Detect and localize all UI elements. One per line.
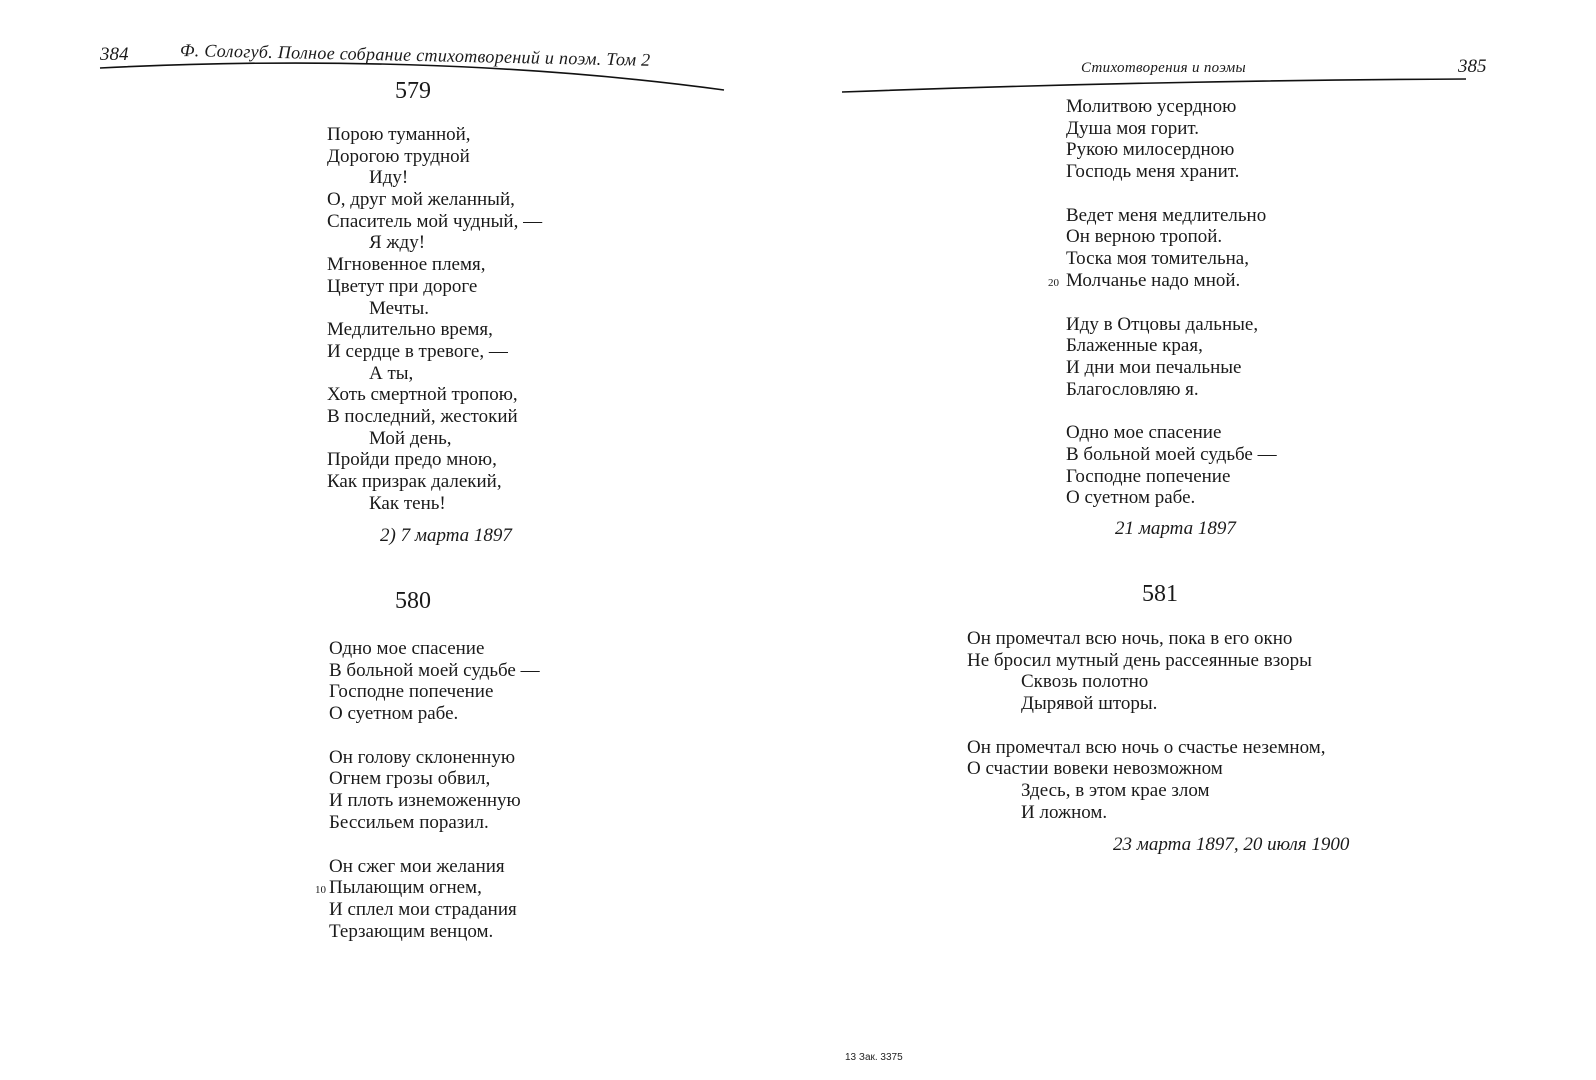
verse-line: И ложном. — [1021, 801, 1108, 823]
verse-line: Как призрак далекий, — [327, 471, 502, 492]
verse-line: Огнем грозы обвил, — [329, 768, 491, 790]
verse-line: Одно мое спасение — [329, 638, 485, 659]
verse-line: Пройди предо мною, — [327, 449, 497, 471]
verse-line: Молитвою усердною — [1066, 96, 1237, 117]
verse-line: Здесь, в этом крае злом — [1021, 780, 1210, 802]
verse-line: Цветут при дороге — [327, 275, 478, 297]
poem-number-579: 579 — [395, 78, 431, 104]
verse-line: Как тень! — [369, 492, 446, 514]
stanza-break — [1066, 292, 1277, 314]
verse-line: В больной моей судьбе — — [329, 659, 540, 681]
verse-line: Мечты. — [369, 297, 429, 319]
poem-579-date: 2) 7 марта 1897 — [380, 525, 512, 546]
verse-line: Порою туманной, — [327, 124, 471, 145]
line-number: 20 — [1048, 276, 1059, 289]
verse-line: Медлительно время, — [327, 319, 493, 341]
verse-line: И дни мои печальные — [1066, 356, 1242, 378]
verse-line: Он промечтал всю ночь о счастье неземном, — [967, 736, 1326, 758]
verse-line: О суетном рабе. — [1066, 487, 1196, 509]
verse-line: Я жду! — [369, 232, 426, 254]
verse-line: В последний, жестокий — [327, 405, 518, 427]
verse-line: Спаситель мой чудный, — — [327, 210, 543, 232]
poem-581-date: 23 марта 1897, 20 июля 1900 — [1113, 834, 1350, 855]
verse-line: Дырявой шторы. — [1021, 693, 1158, 715]
verse-line — [1048, 269, 1277, 292]
verse-line: Бессильем поразил. — [329, 811, 489, 833]
verse-line-text: Молчанье надо мной. — [1066, 269, 1241, 291]
line-number: 10 — [315, 884, 326, 897]
verse-line: Благословляю я. — [1066, 378, 1199, 400]
printer-signature: 13 Зак. 3375 — [845, 1052, 903, 1063]
stanza-break — [1066, 400, 1277, 422]
poem-581-text — [967, 628, 1326, 824]
stanza-break — [329, 834, 540, 856]
verse-line: Не бросил мутный день рассеянные взоры — [967, 649, 1312, 671]
verse-line: В больной моей судьбе — — [1066, 443, 1277, 465]
stanza-break — [967, 715, 1326, 737]
poem-580-text — [315, 638, 540, 942]
poem-number-580: 580 — [395, 588, 431, 614]
verse-line: Иду в Отцовы дальные, — [1066, 313, 1259, 335]
verse-line: Мой день, — [369, 427, 452, 449]
verse-line: Блаженные края, — [1066, 335, 1203, 357]
verse-line: Господне попечение — [329, 681, 494, 703]
verse-line: Мгновенное племя, — [327, 254, 486, 276]
verse-line-text: Пылающим огнем, — [329, 877, 482, 899]
right-running-title: Стихотворения и поэмы — [1081, 60, 1246, 76]
verse-line — [315, 877, 540, 899]
verse-line: Тоска моя томительна, — [1066, 248, 1249, 270]
verse-line: Господне попечение — [1066, 465, 1231, 487]
verse-line: О суетном рабе. — [329, 703, 459, 725]
verse-line: Душа моя горит. — [1066, 117, 1200, 139]
left-page-number: 384 — [100, 44, 129, 65]
verse-line: И сплел мои страдания — [329, 898, 517, 920]
verse-line: Дорогою трудной — [327, 145, 470, 167]
verse-line: Сквозь полотно — [1021, 671, 1149, 693]
verse-line: Рукою милосердною — [1066, 139, 1235, 161]
verse-line: Он верною тропой. — [1066, 226, 1223, 248]
poem-579-text — [327, 124, 542, 514]
verse-line: О счастии вовеки невозможном — [967, 758, 1223, 780]
verse-line: Он голову склоненную — [329, 746, 516, 768]
right-page-number: 385 — [1458, 56, 1487, 77]
stanza-break — [329, 725, 540, 747]
verse-line: И плоть изнеможенную — [329, 790, 521, 812]
verse-line: А ты, — [369, 362, 414, 384]
verse-line: О, друг мой желанный, — [327, 189, 515, 211]
verse-line: Он промечтал всю ночь, пока в его окно — [967, 628, 1293, 649]
stanza-break — [1066, 183, 1277, 205]
left-running-title: Ф. Сологуб. Полное собрание стихотворений и поэм. Том 2 — [179, 40, 651, 70]
verse-line: Он сжег мои желания — [329, 855, 505, 877]
verse-line: Иду! — [369, 167, 409, 189]
verse-line: Хоть смертной тропою, — [327, 384, 518, 406]
verse-line: Одно мое спасение — [1066, 422, 1222, 444]
poem-number-581: 581 — [1142, 581, 1178, 607]
right-header-rule — [840, 74, 1470, 96]
verse-line: Ведет меня медлительно — [1066, 204, 1267, 226]
poem-580-continuation — [1048, 96, 1277, 509]
poem-580-date: 21 марта 1897 — [1115, 518, 1236, 539]
verse-line: Терзающим венцом. — [329, 920, 494, 942]
verse-line: Господь меня хранит. — [1066, 161, 1240, 183]
verse-line: И сердце в тревоге, — — [327, 340, 508, 362]
